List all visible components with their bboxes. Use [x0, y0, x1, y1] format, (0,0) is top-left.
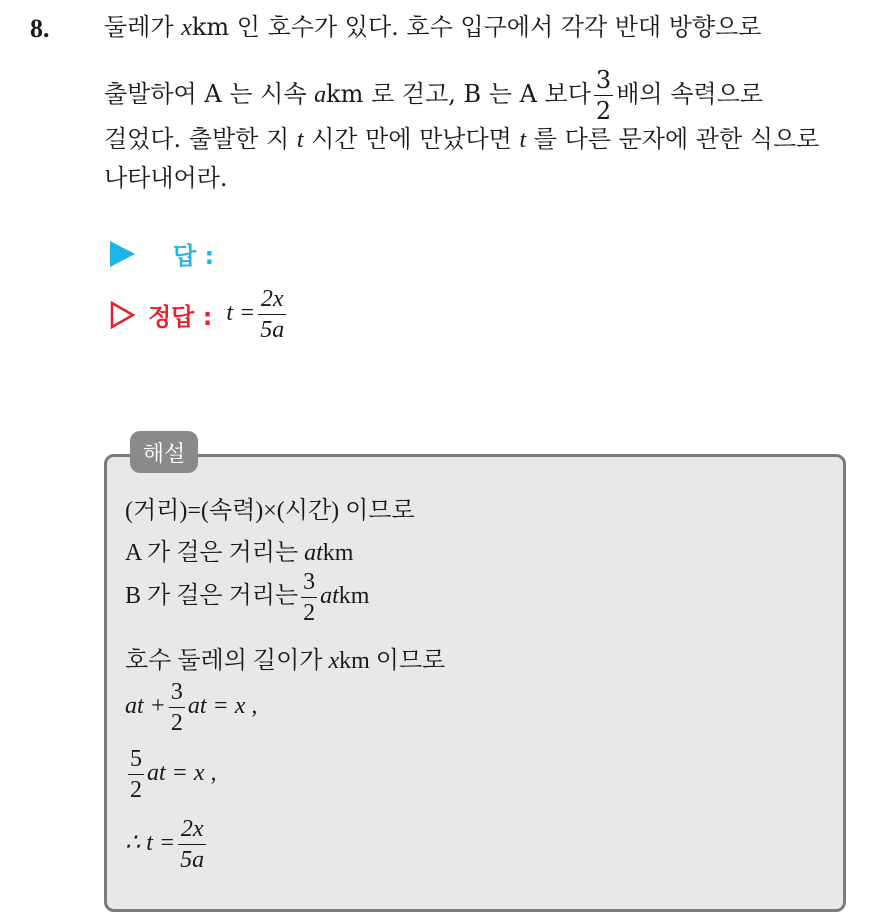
- solution-line-2: A 가 걸은 거리는 atkm: [125, 540, 354, 566]
- solution-line-4: 호수 둘레의 길이가 xkm 이므로: [125, 648, 446, 674]
- question-number: 8.: [30, 14, 50, 43]
- outline-triangle-icon: [110, 301, 136, 329]
- question-line-4: 나타내어라.: [104, 164, 228, 192]
- question-line-3: 걸었다. 출발한 지 t 시간 만에 만났다면 t 를 다른 문자에 관한 식으로: [104, 125, 820, 153]
- variable-t: t: [296, 127, 304, 153]
- answer-row: [110, 236, 214, 271]
- variable-t: t: [519, 127, 527, 153]
- variable-x: x: [181, 15, 192, 41]
- solution-tab: 해설: [130, 431, 198, 473]
- correct-answer-expression: t = $\frac{2x}{5a}$: [226, 286, 285, 343]
- solution-line-3: B 가 걸은 거리는 $\frac{3}{2}$ atkm: [125, 569, 370, 626]
- play-triangle-icon: [110, 241, 135, 267]
- solution-line-7: ∴ t = $\frac{2x}{5a}$: [125, 816, 205, 873]
- correct-answer-row: [110, 287, 289, 342]
- solution-line-6: $\frac{5}{2}$ at = x ,: [130, 746, 217, 803]
- answer-label: 답 :: [173, 242, 215, 270]
- solution-line-5: at + $\frac{3}{2}$ at = x ,: [125, 679, 258, 736]
- question-line-2: 출발하여 A 는 시속 akm 로 걷고, B 는 A 보다 $\frac{3}{2}$ 배의 속력으로: [104, 66, 763, 125]
- question-line-1: 둘레가 xkm 인 호수가 있다. 호수 입구에서 각각 반대 방향으로: [104, 13, 762, 41]
- variable-a: a: [314, 82, 327, 108]
- correct-answer-label: 정답 :: [148, 303, 213, 331]
- fraction-three-halves: $\frac{3}{2}$: [595, 66, 612, 125]
- solution-line-1: (거리)=(속력)×(시간) 이므로: [125, 498, 415, 524]
